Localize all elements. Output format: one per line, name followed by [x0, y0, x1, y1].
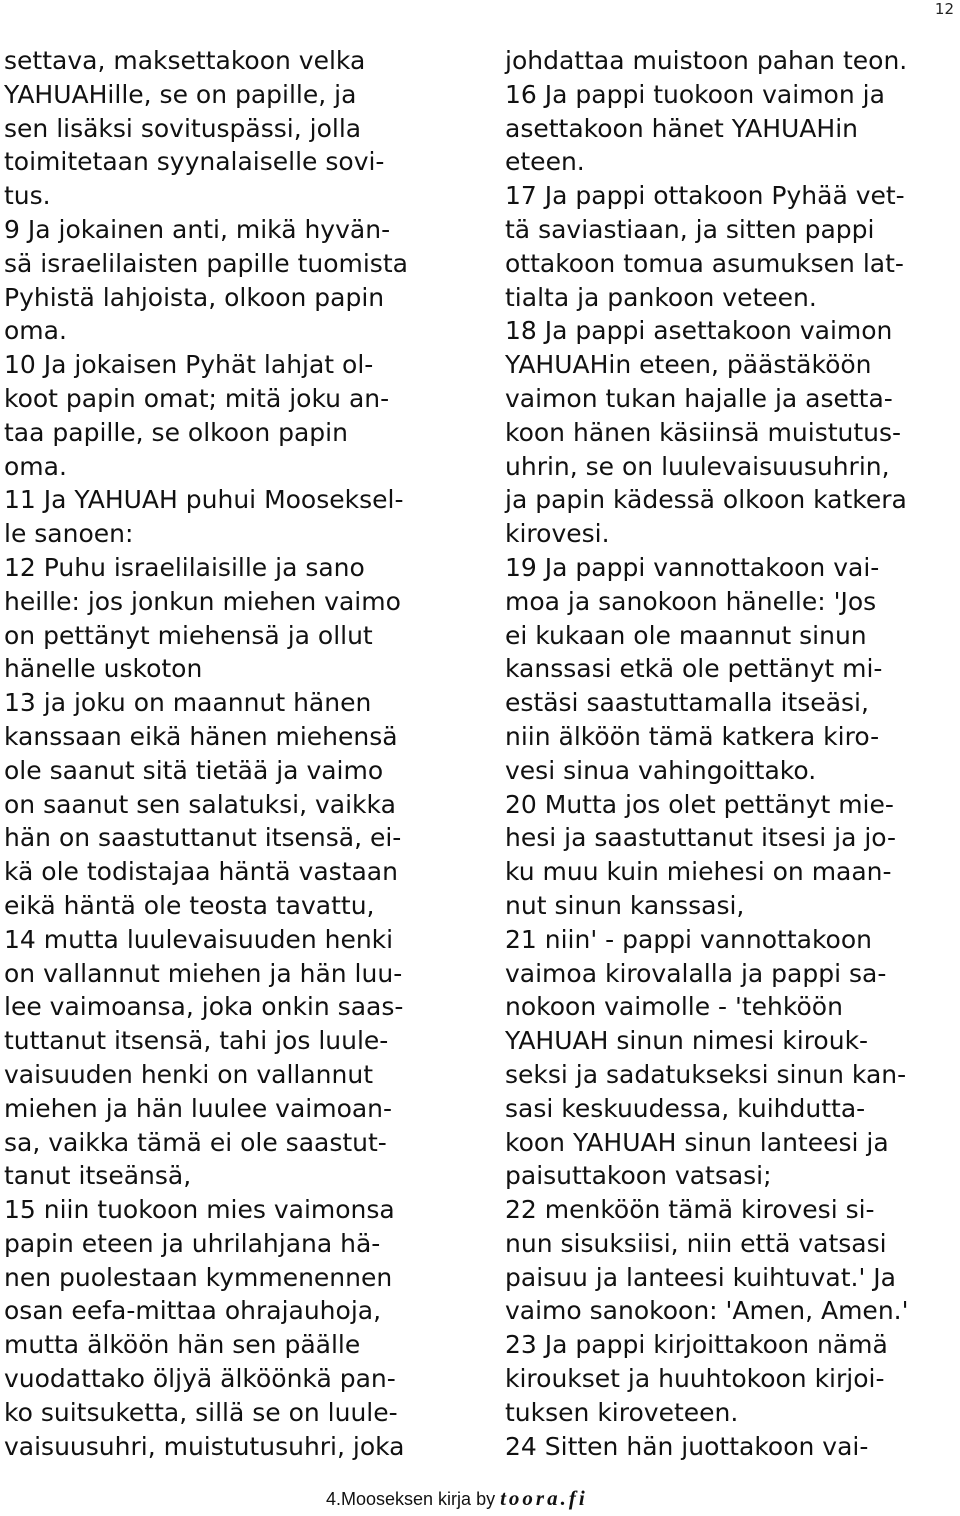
- right-column-line: nut sinun kanssasi,: [505, 890, 745, 920]
- right-column-line: nun sisuksiisi, niin että vatsasi: [505, 1228, 887, 1258]
- left-column-line: tus.: [4, 181, 51, 211]
- right-column-line: kiroukset ja huuhtokoon kirjoi-: [505, 1364, 885, 1394]
- left-column-line: vuodattako öljyä älköönkä pan-: [4, 1364, 396, 1394]
- left-column-line: kanssaan eikä hänen miehensä: [4, 721, 398, 751]
- right-column-line: vaimoa kirovalalla ja pappi sa-: [505, 958, 887, 988]
- right-column-line: uhrin, se on luulevaisuusuhrin,: [505, 451, 890, 481]
- left-column-line: on pettänyt miehensä ja ollut: [4, 620, 373, 650]
- right-column-line: sasi keskuudessa, kuihdutta-: [505, 1093, 866, 1123]
- left-column-line: tanut itseänsä,: [4, 1161, 192, 1191]
- right-column-line: paisuttakoon vatsasi;: [505, 1161, 772, 1191]
- left-column-line: tuttanut itsensä, tahi jos luule-: [4, 1026, 389, 1056]
- left-column-line: 10 Ja jokaisen Pyhät lahjat ol-: [4, 350, 374, 380]
- left-column-line: ko suitsuketta, sillä se on luule-: [4, 1397, 398, 1427]
- right-column-line: 22 menköön tämä kirovesi si-: [505, 1195, 875, 1225]
- right-column-line: vaimo sanokoon: 'Amen, Amen.': [505, 1296, 909, 1326]
- right-column-line: paisuu ja lanteesi kuihtuvat.' Ja: [505, 1262, 896, 1292]
- right-text-column: [505, 44, 908, 1463]
- left-column-line: sen lisäksi sovituspässi, jolla: [4, 113, 362, 143]
- left-column-line: 14 mutta luulevaisuuden henki: [4, 924, 394, 954]
- left-column-line: sä israelilaisten papille tuomista: [4, 248, 408, 278]
- right-column-line: 16 Ja pappi tuokoon vaimon ja: [505, 79, 885, 109]
- right-column-line: asettakoon hänet YAHUAHin: [505, 113, 858, 143]
- left-column-line: Pyhistä lahjoista, olkoon papin: [4, 282, 385, 312]
- left-column-line: oma.: [4, 451, 67, 481]
- left-column-line: lee vaimoansa, joka onkin saas-: [4, 992, 404, 1022]
- page-number: 12: [934, 0, 954, 18]
- right-column-line: kirovesi.: [505, 519, 610, 549]
- left-column-line: 11 Ja YAHUAH puhui Mooseksel-: [4, 485, 404, 515]
- right-column-line: tä saviastiaan, ja sitten pappi: [505, 214, 875, 244]
- right-column-line: eteen.: [505, 147, 585, 177]
- left-column-line: vaisuusuhri, muistutusuhri, joka: [4, 1431, 405, 1461]
- left-column-line: oma.: [4, 316, 67, 346]
- left-column-line: kä ole todistajaa häntä vastaan: [4, 857, 398, 887]
- left-column-line: 15 niin tuokoon mies vaimonsa: [4, 1195, 395, 1225]
- left-column-line: 13 ja joku on maannut hänen: [4, 688, 372, 718]
- left-column-line: on saanut sen salatuksi, vaikka: [4, 789, 396, 819]
- left-column-line: nen puolestaan kymmenennen: [4, 1262, 393, 1292]
- left-column-line: eikä häntä ole teosta tavattu,: [4, 890, 375, 920]
- left-column-line: mutta älköön hän sen päälle: [4, 1330, 361, 1360]
- left-column-line: le sanoen:: [4, 519, 134, 549]
- left-column-line: taa papille, se olkoon papin: [4, 417, 348, 447]
- left-column-line: toimitetaan syynalaiselle sovi-: [4, 147, 385, 177]
- left-column-line: 12 Puhu israelilaisille ja sano: [4, 552, 365, 582]
- right-column-line: kanssasi etkä ole pettänyt mi-: [505, 654, 883, 684]
- right-column-line: johdattaa muistoon pahan teon.: [505, 46, 908, 75]
- right-column-line: niin älköön tämä katkera kiro-: [505, 721, 880, 751]
- right-column-line: koon hänen käsiinsä muistutus-: [505, 417, 902, 447]
- left-column-line: hänelle uskoton: [4, 654, 203, 684]
- right-column-line: koon YAHUAH sinun lanteesi ja: [505, 1127, 889, 1157]
- right-column-line: moa ja sanokoon hänelle: 'Jos: [505, 586, 877, 616]
- left-column-line: YAHUAHille, se on papille, ja: [4, 79, 357, 109]
- footer-brand: toora.fi: [500, 1486, 588, 1510]
- left-column-line: vaisuuden henki on vallannut: [4, 1059, 374, 1089]
- right-column-line: tuksen kiroveteen.: [505, 1397, 739, 1427]
- right-column-line: estäsi saastuttamalla itseäsi,: [505, 688, 869, 718]
- right-column-line: 18 Ja pappi asettakoon vaimon: [505, 316, 893, 346]
- right-column-line: YAHUAHin eteen, päästäköön: [505, 350, 872, 380]
- footer-book-title: 4.Mooseksen kirja by: [326, 1489, 501, 1509]
- left-column-line: hän on saastuttanut itsensä, ei-: [4, 823, 402, 853]
- right-column-line: 23 Ja pappi kirjoittakoon nämä: [505, 1330, 888, 1360]
- right-column-line: 24 Sitten hän juottakoon vai-: [505, 1431, 869, 1461]
- left-column-line: miehen ja hän luulee vaimoan-: [4, 1093, 393, 1123]
- right-column-line: 20 Mutta jos olet pettänyt mie-: [505, 789, 894, 819]
- left-column-line: sa, vaikka tämä ei ole saastut-: [4, 1127, 387, 1157]
- right-column-line: YAHUAH sinun nimesi kirouk-: [505, 1026, 869, 1056]
- left-column-line: on vallannut miehen ja hän luu-: [4, 958, 403, 988]
- left-column-line: papin eteen ja uhrilahjana hä-: [4, 1228, 381, 1258]
- right-column-line: nokoon vaimolle - 'tehköön: [505, 992, 843, 1022]
- left-column-line: settava, maksettakoon velka: [4, 46, 366, 75]
- page-footer: [326, 1486, 588, 1511]
- left-column-line: 9 Ja jokainen anti, mikä hyvän-: [4, 214, 391, 244]
- right-column-line: ottakoon tomua asumuksen lat-: [505, 248, 904, 278]
- right-column-line: 19 Ja pappi vannottakoon vai-: [505, 552, 880, 582]
- left-column-line: osan eefa-mittaa ohrajauhoja,: [4, 1296, 382, 1326]
- right-column-line: vaimon tukan hajalle ja asetta-: [505, 383, 893, 413]
- left-column-line: koot papin omat; mitä joku an-: [4, 383, 390, 413]
- right-column-line: 21 niin' - pappi vannottakoon: [505, 924, 872, 954]
- right-column-line: hesi ja saastuttanut itsesi ja jo-: [505, 823, 897, 853]
- right-column-line: 17 Ja pappi ottakoon Pyhää vet-: [505, 181, 905, 211]
- right-column-line: ei kukaan ole maannut sinun: [505, 620, 867, 650]
- right-column-line: seksi ja sadatukseksi sinun kan-: [505, 1059, 907, 1089]
- right-column-line: ja papin kädessä olkoon katkera: [505, 485, 907, 515]
- right-column-line: ku muu kuin miehesi on maan-: [505, 857, 892, 887]
- right-column-line: vesi sinua vahingoittako.: [505, 755, 817, 785]
- left-text-column: [4, 44, 408, 1463]
- right-column-line: tialta ja pankoon veteen.: [505, 282, 817, 312]
- left-column-line: heille: jos jonkun miehen vaimo: [4, 586, 401, 616]
- left-column-line: ole saanut sitä tietää ja vaimo: [4, 755, 384, 785]
